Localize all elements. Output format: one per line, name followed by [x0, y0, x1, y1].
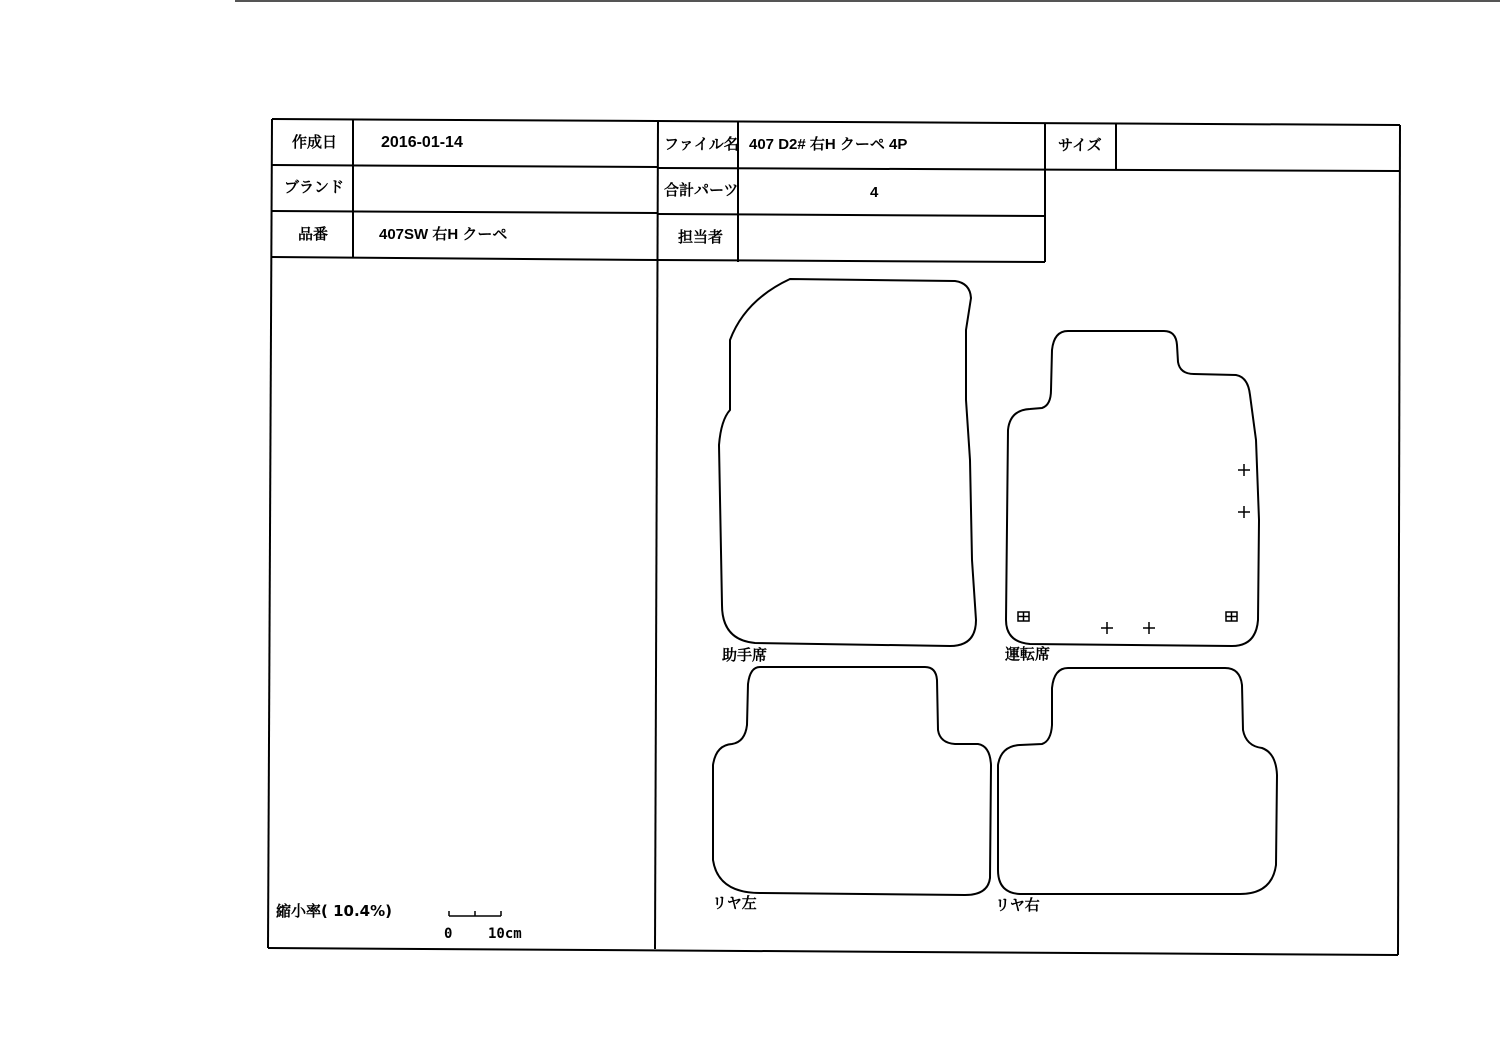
passenger-mat-outline: [719, 279, 976, 646]
rear-left-mat-outline: [713, 667, 991, 895]
rear-right-mat-outline: [998, 668, 1277, 894]
scale-bar: [449, 911, 501, 916]
date-value: 2016-01-14: [381, 134, 463, 151]
rear-left-mat-label: リヤ左: [712, 894, 757, 912]
file-name-label: ファイル名: [664, 135, 739, 153]
size-label: サイズ: [1058, 136, 1102, 154]
passenger-mat-label: 助手席: [722, 646, 768, 664]
driver-mat-markers: [1018, 464, 1250, 634]
scale-zero-label: 0: [444, 926, 453, 942]
file-name-value: 407 D2# 右H クーペ 4P: [749, 136, 908, 153]
driver-mat-outline: [1006, 331, 1259, 646]
date-label: 作成日: [292, 133, 338, 151]
rear-right-mat-label: リヤ右: [995, 896, 1040, 914]
reduction-ratio-label: 縮小率( 10.4%): [276, 902, 392, 920]
staff-label: 担当者: [678, 228, 724, 246]
scale-ten-label: 10cm: [488, 926, 522, 942]
total-parts-value: 4: [870, 184, 879, 201]
brand-label: ブランド: [284, 178, 345, 196]
part-number-value: 407SW 右H クーペ: [379, 226, 508, 243]
header-table-grid: [268, 119, 1400, 955]
driver-mat-label: 運転席: [1005, 645, 1051, 663]
total-parts-label: 合計パーツ: [664, 181, 739, 199]
part-number-label: 品番: [298, 225, 329, 243]
